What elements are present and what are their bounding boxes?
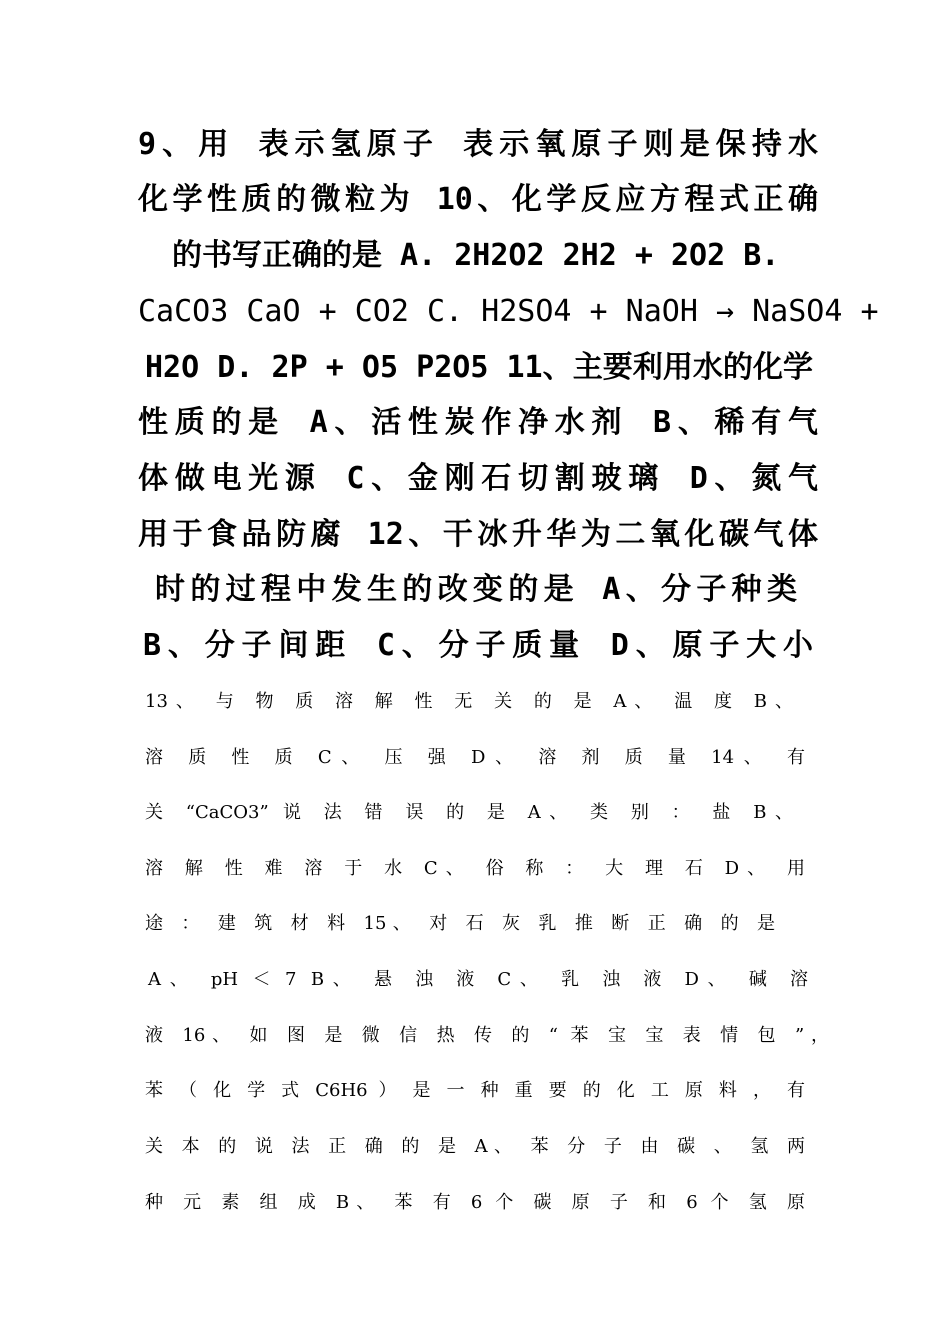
question-14-15-line: 途 ： 建 筑 材 料 15、 对 石 灰 乳 推 断 正 确 的 是 [145, 913, 775, 934]
question-12-line-2: B、分子间距 C、分子质量 D、原子大小 [143, 628, 813, 663]
question-11-line-2: 体做电光源 C、金刚石切割玻璃 D、氮气 [138, 461, 818, 496]
equation-line: CaCO3 CaO + CO2 C. H2SO4 + NaOH → NaSO4 + [138, 294, 879, 329]
question-16-line-2: 关 本 的 说 法 正 确 的 是 A、 苯 分 子 由 碳 、 氢 两 [145, 1136, 805, 1157]
question-15-16-line: 液 16、 如 图 是 微 信 热 传 的 “ 苯 宝 宝 表 情 包 ”， [145, 1025, 829, 1046]
question-14-line-2: 溶 解 性 难 溶 于 水 C、 俗 称 ： 大 理 石 D、 用 [145, 858, 805, 879]
question-12-line-1: 时的过程中发生的改变的是 A、分子种类 [155, 572, 797, 607]
question-10-line: 的书写正确的是 A. 2H2O2 2H2 + 2O2 B. [172, 238, 780, 273]
question-15-line: A、 pH ＜ 7 B、 悬 浊 液 C、 乳 浊 液 D、 碱 溶 [148, 969, 808, 990]
question-16-line-1: 苯 （ 化 学 式 C6H6 ） 是 一 种 重 要 的 化 工 原 料 ， 有 [145, 1080, 805, 1101]
question-14-line-1: 关 “CaCO3” 说 法 错 误 的 是 A、 类 别 ： 盐 B、 [145, 802, 793, 823]
question-9-10-line: 化学性质的微粒为 10、化学反应方程式正确 [138, 182, 818, 217]
question-11-line-1: 性质的是 A、活性炭作净水剂 B、稀有气 [138, 405, 818, 440]
question-11-12-line: 用于食品防腐 12、干冰升华为二氧化碳气体 [138, 517, 818, 552]
question-9-line-1: 9、用 表示氢原子 表示氧原子则是保持水 [138, 127, 818, 162]
question-13-14-line: 溶 质 性 质 C、 压 强 D、 溶 剂 质 量 14、 有 [145, 747, 805, 768]
question-13-line: 13、 与 物 质 溶 解 性 无 关 的 是 A、 温 度 B、 [145, 691, 793, 712]
question-10-11-line: H2O D. 2P + O5 P2O5 11、主要利用水的化学 [145, 350, 813, 385]
question-16-line-3: 种 元 素 组 成 B、 苯 有 6 个 碳 原 子 和 6 个 氢 原 [145, 1192, 805, 1213]
